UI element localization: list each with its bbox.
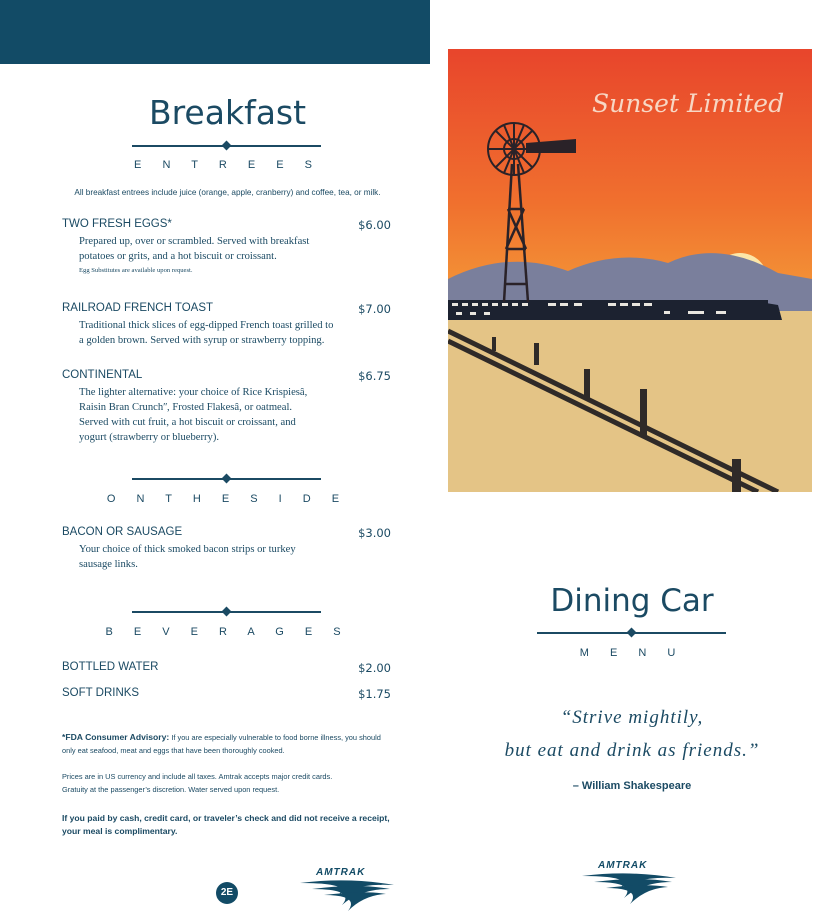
divider-side	[132, 472, 321, 486]
receipt-note	[62, 812, 392, 838]
prices-line: Gratuity at the passenger’s discretion. Water served upon request.	[62, 785, 280, 794]
section-entrees: E N T R E E S	[134, 159, 321, 171]
receipt-line: If you paid by cash, credit card, or traveler’s check and did not receive a receipt,	[62, 813, 390, 823]
divider-dining	[537, 626, 726, 640]
desc-line: yogurt (strawberry or blueberry).	[79, 432, 220, 443]
divider-breakfast	[132, 139, 321, 153]
amtrak-logo	[298, 867, 396, 911]
entrees-intro: All breakfast entrees include juice (orange, apple, cranberry) and coffee, tea, or milk.	[74, 188, 381, 197]
divider-beverages	[132, 605, 321, 619]
prices-note	[62, 770, 397, 796]
item-desc-french-toast	[79, 318, 354, 348]
item-name-french-toast: RAILROAD FRENCH TOAST	[62, 302, 214, 314]
item-desc-continental	[79, 385, 354, 445]
breakfast-title: Breakfast	[148, 93, 307, 132]
item-name-water: BOTTLED WATER	[62, 661, 159, 673]
egg-substitute-note: Egg Substitutes are available upon request.	[79, 267, 193, 274]
amtrak-logo-text: AMTRAK	[316, 867, 366, 878]
desc-line: Your choice of thick smoked bacon strips or turkey	[79, 544, 296, 555]
advisory-text: only eat seafood, meat and eggs that have been thoroughly cooked.	[62, 746, 285, 755]
desc-line: sausage links.	[79, 559, 138, 570]
item-price-water: $2.00	[358, 661, 391, 675]
item-price-french-toast: $7.00	[358, 302, 391, 316]
amtrak-swoosh-icon	[298, 879, 396, 911]
section-on-the-side: O N T H E S I D E	[106, 493, 349, 505]
header-bar	[0, 0, 430, 64]
amtrak-swoosh-icon	[580, 872, 678, 904]
desc-line: a golden brown. Served with syrup or strawberry topping.	[79, 335, 325, 346]
amtrak-logo	[580, 860, 678, 904]
item-price-eggs: $6.00	[358, 218, 391, 232]
desc-line: Served with cut fruit, a hot biscuit or croissant, and	[79, 417, 296, 428]
dining-car-title: Dining Car	[550, 583, 714, 619]
fda-advisory	[62, 731, 397, 757]
item-name-continental: CONTINENTAL	[62, 369, 143, 381]
section-beverages: B E V E R A G E S	[105, 626, 350, 638]
page-number-badge: 2E	[216, 882, 238, 904]
item-price-continental: $6.75	[358, 369, 391, 383]
advisory-text: If you are especially vulnerable to food borne illness, you should	[169, 733, 381, 742]
item-desc-eggs	[79, 234, 354, 264]
quote-line-1: “Strive mightily,	[560, 707, 704, 728]
amtrak-logo-text: AMTRAK	[598, 860, 648, 871]
desc-line: The lighter alternative: your choice of Rice Krispiesâ,	[79, 387, 308, 398]
item-desc-bacon	[79, 542, 354, 572]
receipt-line: your meal is complimentary.	[62, 826, 178, 836]
prices-line: Prices are in US currency and include all taxes. Amtrak accepts major credit cards.	[62, 772, 333, 781]
desc-line: Prepared up, over or scrambled. Served with breakfast	[79, 236, 310, 247]
sunset-limited-artwork	[448, 49, 812, 492]
item-name-eggs: TWO FRESH EGGS*	[62, 218, 172, 230]
desc-line: Traditional thick slices of egg-dipped French toast grilled to	[79, 320, 334, 331]
quote-author: – William Shakespeare	[572, 780, 692, 792]
desc-line: Raisin Bran Crunchʺ, Frosted Flakesâ, or oatmeal.	[79, 402, 293, 413]
item-price-soft-drinks: $1.75	[358, 687, 391, 701]
item-name-bacon: BACON OR SAUSAGE	[62, 526, 183, 538]
menu-subtitle: M E N U	[579, 647, 685, 659]
desc-line: potatoes or grits, and a hot biscuit or croissant.	[79, 251, 277, 262]
item-price-bacon: $3.00	[358, 526, 391, 540]
quote-line-2: but eat and drink as friends.”	[504, 740, 760, 761]
item-name-soft-drinks: SOFT DRINKS	[62, 687, 140, 699]
artwork-title: Sunset Limited	[592, 89, 785, 118]
advisory-label: *FDA Consumer Advisory:	[62, 732, 170, 742]
